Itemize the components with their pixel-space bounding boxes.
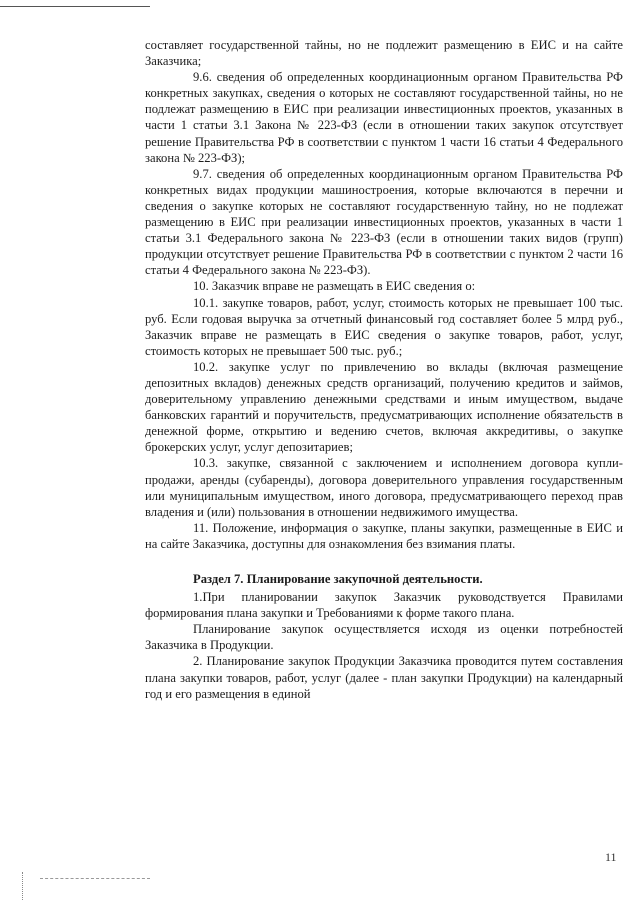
section-paragraph-1b: Планирование закупок осуществляется исходя из оценки потребностей Заказчика в Продукции. <box>145 622 623 653</box>
section-paragraph-1: 1.При планировании закупок Заказчик руководствуется Правилами формирования плана закупки и Требованиями к форме такого плана. <box>145 590 623 621</box>
scan-artifact-left-mark <box>22 872 25 900</box>
page-number: 11 <box>605 850 617 864</box>
paragraph-9-7: 9.7. сведения об определенных координационным органом Правительства РФ конкретных видах продукции машиностроения, которые включаются в перечни и сведения о закупке которых не составляют государственную тайну, но не подлежат размещению в ЕИС при реализации инвестиционных проектов, указанных в части 1 статьи 3.1 Федерального закона № 223-ФЗ (если в отношении таких видов (групп) продукции отсутствует решение Правительства РФ в соответствии с пунктом 2 части 16 статьи 4 Федерального закона № 223-ФЗ). <box>145 166 623 278</box>
scan-artifact-bottom-dash <box>40 878 150 879</box>
paragraph-10-2: 10.2. закупке услуг по привлечению во вклады (включая размещение депозитных вкладов) денежных средств организаций, получению кредитов и займов, доверительному управлению денежными средствами и иным имуществом, выдаче банковских гарантий и поручительств, предусматривающих исполнение обязательств в денежной форме, открытию и ведению счетов, включая аккредитивы, о закупке брокерских услуг, услуг депозитариев; <box>145 359 623 455</box>
section-paragraph-2: 2. Планирование закупок Продукции Заказчика проводится путем составления плана закупки товаров, работ, услуг (далее - план закупки Продукции) на календарный год и его размещения в единой <box>145 654 623 701</box>
paragraph-11: 11. Положение, информация о закупке, планы закупки, размещенные в ЕИС и на сайте Заказчика, доступны для ознакомления без взимания платы. <box>145 520 623 551</box>
paragraph-10-1: 10.1. закупке товаров, работ, услуг, стоимость которых не превышает 100 тыс. руб. Если годовая выручка за отчетный финансовый год составляет более 5 млрд руб., Заказчик вправе не размещать в ЕИС сведения о закупке товаров, работ, услуг, стоимость которых не превышает 500 тыс. руб.; <box>145 295 623 358</box>
paragraph-10-3: 10.3. закупке, связанной с заключением и исполнением договора купли-продажи, аренды (субаренды), договора доверительного управления государственным или муниципальным имуществом, иного договора, предусматривающего переход прав владения и (или) пользования в отношении недвижимого имущества. <box>145 456 623 519</box>
document-page <box>145 37 623 702</box>
paragraph-9-6: 9.6. сведения об определенных координационным органом Правительства РФ конкретных закупках, сведения о которых не составляют государственной тайны, но не подлежат размещению в ЕИС при реализации инвестиционных проектов, указанных в части 1 статьи 3.1 Закона № 223-ФЗ (если в отношении таких закупок отсутствует решение Правительства РФ в соответствии с пунктом 1 части 16 статьи 4 Федерального закона № 223-ФЗ); <box>145 70 623 165</box>
section-heading: Раздел 7. Планирование закупочной деятельности. <box>193 572 483 586</box>
paragraph-10: 10. Заказчик вправе не размещать в ЕИС сведения о: <box>193 279 476 294</box>
paragraph-continuation: составляет государственной тайны, но не подлежит размещению в ЕИС и на сайте Заказчика; <box>145 38 623 69</box>
scan-artifact-top-line <box>0 6 150 7</box>
